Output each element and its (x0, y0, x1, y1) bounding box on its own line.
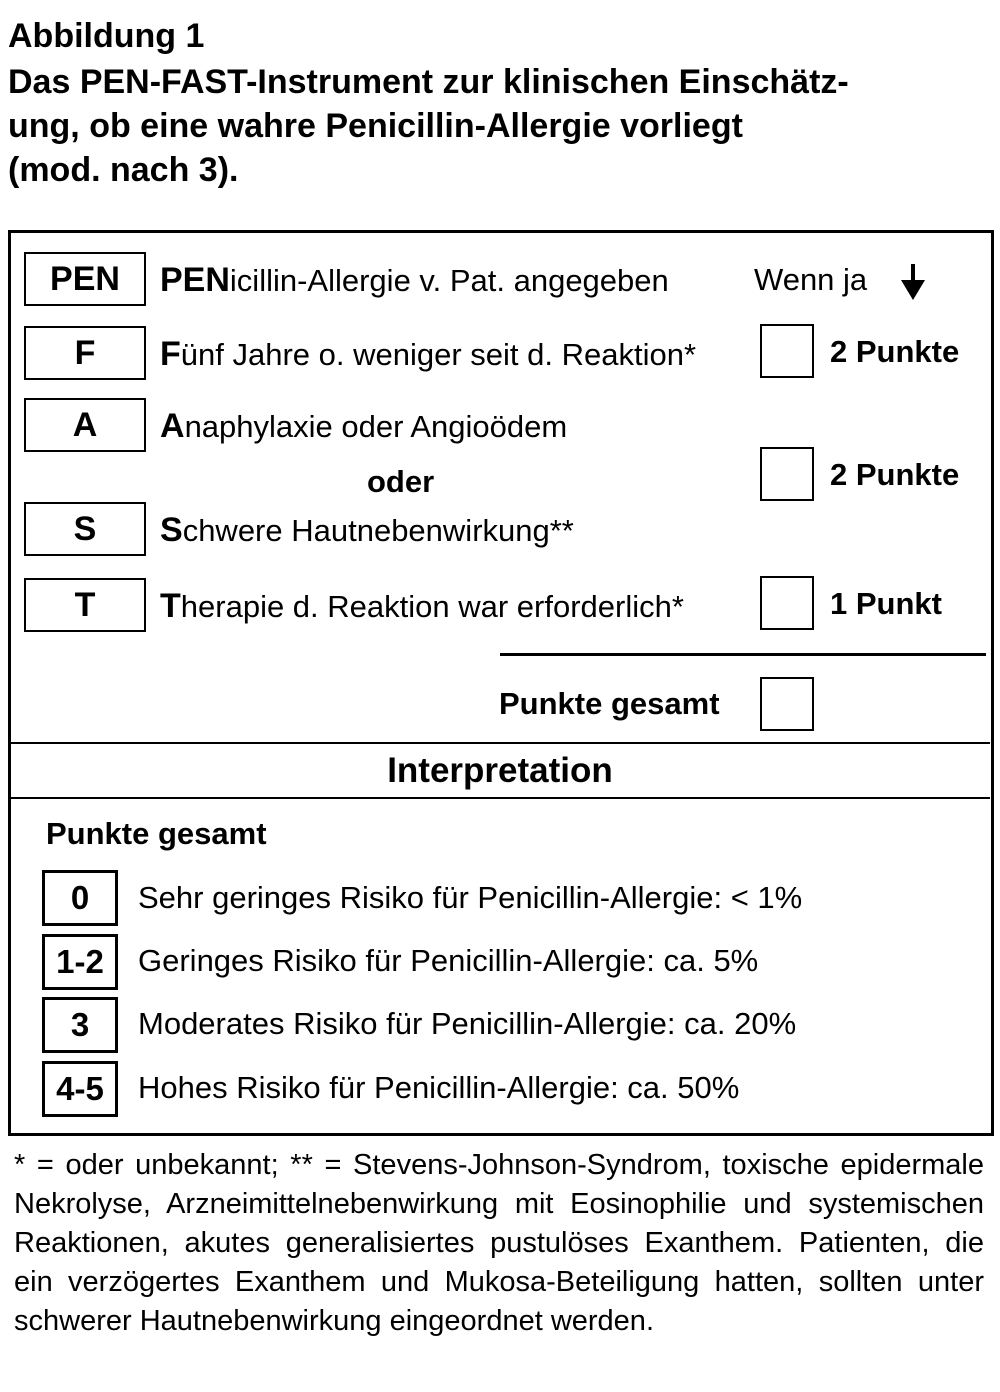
code-box-a: A (24, 398, 146, 452)
interpretation-bottom-divider (10, 797, 990, 799)
score-box-3: 3 (42, 997, 118, 1053)
interpretation-title: Interpretation (387, 751, 613, 790)
row-s-text: Schwere Hautnebenwirkung** (160, 511, 574, 549)
risk-text-0: Sehr geringes Risiko für Penicillin-Allergie: < 1% (138, 880, 803, 915)
row-a-text: Anaphylaxie oder Angioödem (160, 407, 568, 445)
row-pen-text: PENicillin-Allergie v. Pat. angegeben (160, 261, 669, 299)
figure-title-line-3: (mod. nach 3). (8, 151, 239, 189)
code-box-t: T (24, 578, 146, 632)
score-box-4-5: 4-5 (42, 1061, 118, 1117)
figure-title-line-2: ung, ob eine wahre Penicillin-Allergie vorliegt (8, 107, 743, 145)
arrow-down-icon (898, 262, 928, 302)
figure-label: Abbildung 1 (8, 17, 205, 55)
points-f: 2 Punkte (830, 334, 960, 369)
risk-text-4-5: Hohes Risiko für Penicillin-Allergie: ca. 50% (138, 1070, 740, 1105)
code-box-pen: PEN (24, 252, 146, 306)
points-as: 2 Punkte (830, 457, 960, 492)
score-box-1-2: 1-2 (42, 934, 118, 990)
oder-label: oder (367, 464, 435, 499)
sum-divider (500, 653, 986, 656)
checkbox-t[interactable] (760, 576, 814, 630)
code-box-s: S (24, 502, 146, 556)
total-points-label: Punkte gesamt (499, 686, 720, 721)
checkbox-f[interactable] (760, 324, 814, 378)
risk-text-3: Moderates Risiko für Penicillin-Allergie: ca. 20% (138, 1006, 797, 1041)
risk-text-1-2: Geringes Risiko für Penicillin-Allergie: ca. 5% (138, 943, 759, 978)
footnote: * = oder unbekannt; ** = Stevens-Johnson-Syndrom, toxische epidermale Nekrolyse, Arzneimittelnebenwirkung mit Eosinophilie und systemischen Reaktionen, akutes generalisiertes pustulöses Exanthem. Patienten, die ein verzögertes Exanthem und Mukosa-Beteiligung hatten, sollten unter schwerer Hautnebenwirkung eingeordnet werden. (14, 1149, 984, 1337)
checkbox-total[interactable] (760, 677, 814, 731)
points-t: 1 Punkt (830, 586, 942, 621)
if-yes-label: Wenn ja (754, 262, 868, 297)
row-t-text: Therapie d. Reaktion war erforderlich* (160, 587, 684, 625)
figure-title-line-1: Das PEN-FAST-Instrument zur klinischen Einschätz- (8, 63, 849, 101)
row-f-text: Fünf Jahre o. weniger seit d. Reaktion* (160, 335, 697, 373)
interpretation-top-divider (10, 742, 990, 744)
checkbox-as[interactable] (760, 447, 814, 501)
code-box-f: F (24, 326, 146, 380)
interpretation-subtitle: Punkte gesamt (46, 816, 267, 851)
score-box-0: 0 (42, 870, 118, 926)
